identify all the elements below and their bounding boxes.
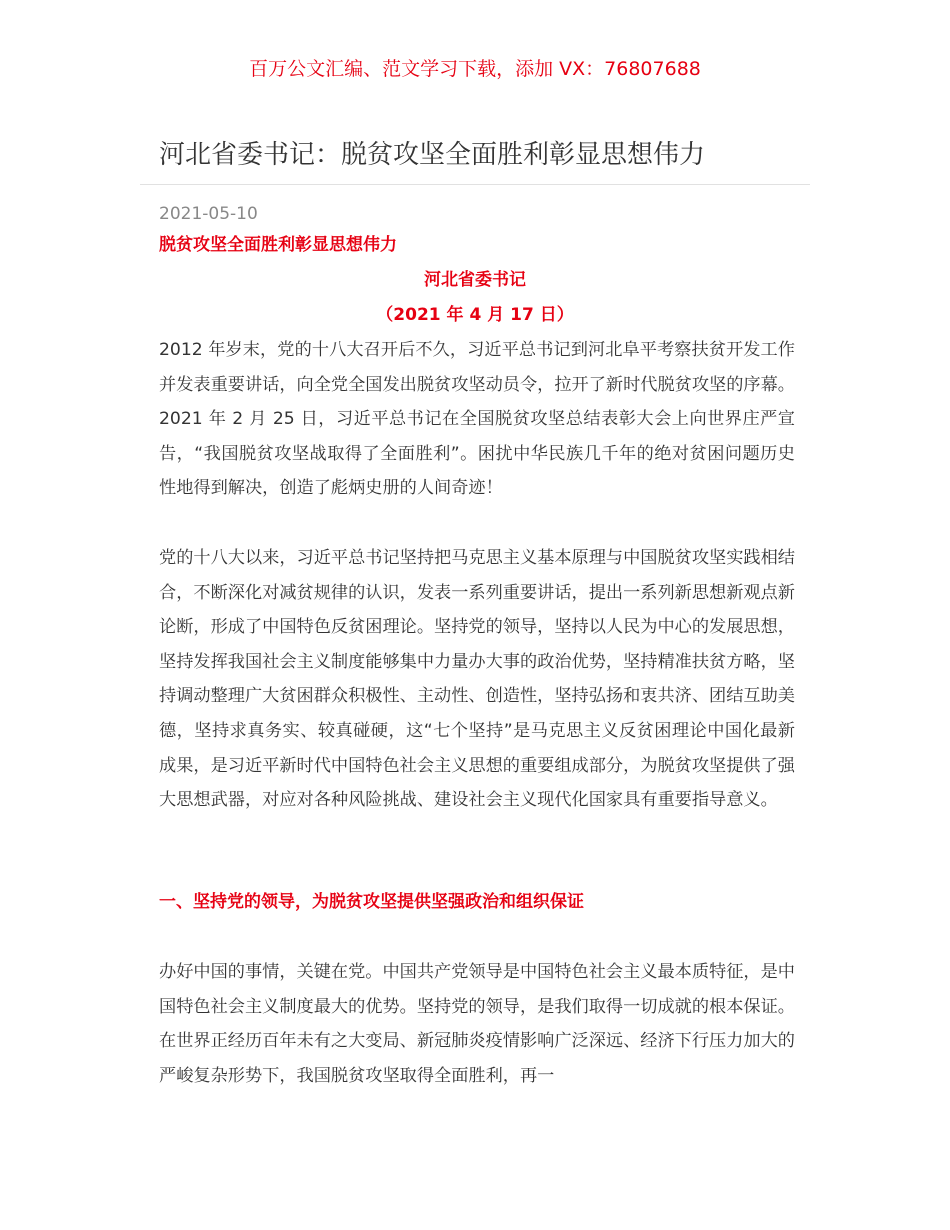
- paragraph-3: 办好中国的事情，关键在党。中国共产党领导是中国特色社会主义最本质特征，是中国特色社会主义制度最大的优势。坚持党的领导，是我们取得一切成就的根本保证。在世界正经历百年未有之大变局、新冠肺炎疫情影响广泛深远、经济下行压力加大的严峻复杂形势下，我国脱贫攻坚取得全面胜利，再一: [159, 962, 795, 1086]
- author-line: 河北省委书记: [424, 270, 526, 290]
- paragraph-1: 2012 年岁末，党的十八大召开后不久，习近平总书记到河北阜平考察扶贫开发工作并发表重要讲话，向全党全国发出脱贫攻坚动员令，拉开了新时代脱贫攻坚的序幕。2021 年 2 月 25 日，习近平总书记在全国脱贫攻坚总结表彰大会上向世界庄严宣告，“我国脱贫攻坚战取得了全面胜利”。困扰中华民族几千年的绝对贫困问题历史性地得到解决，创造了彪炳史册的人间奇迹！: [159, 340, 795, 499]
- promo-banner: 百万公文汇编、范文学习下载，添加 VX：76807688: [249, 58, 701, 80]
- paragraph-2: 党的十八大以来，习近平总书记坚持把马克思主义基本原理与中国脱贫攻坚实践相结合，不断深化对减贫规律的认识，发表一系列重要讲话，提出一系列新思想新观点新论断，形成了中国特色反贫困理论。坚持党的领导，坚持以人民为中心的发展思想，坚持发挥我国社会主义制度能够集中力量办大事的政治优势，坚持精准扶贫方略，坚持调动整理广大贫困群众积极性、主动性、创造性，坚持弘扬和衷共济、团结互助美德，坚持求真务实、较真碰硬，这“七个坚持”是马克思主义反贫困理论中国化最新成果，是习近平新时代中国特色社会主义思想的重要组成部分，为脱贫攻坚提供了强大思想武器，对应对各种风险挑战、建设社会主义现代化国家具有重要指导意义。: [159, 548, 795, 811]
- title-divider: [140, 184, 810, 185]
- publish-date: 2021-05-10: [159, 204, 258, 224]
- article-subtitle: 脱贫攻坚全面胜利彰显思想伟力: [159, 235, 397, 255]
- article-title: 河北省委书记：脱贫攻坚全面胜利彰显思想伟力: [159, 140, 706, 170]
- speech-date: （2021 年 4 月 17 日）: [376, 305, 574, 325]
- section-heading: 一、坚持党的领导，为脱贫攻坚提供坚强政治和组织保证: [159, 892, 584, 912]
